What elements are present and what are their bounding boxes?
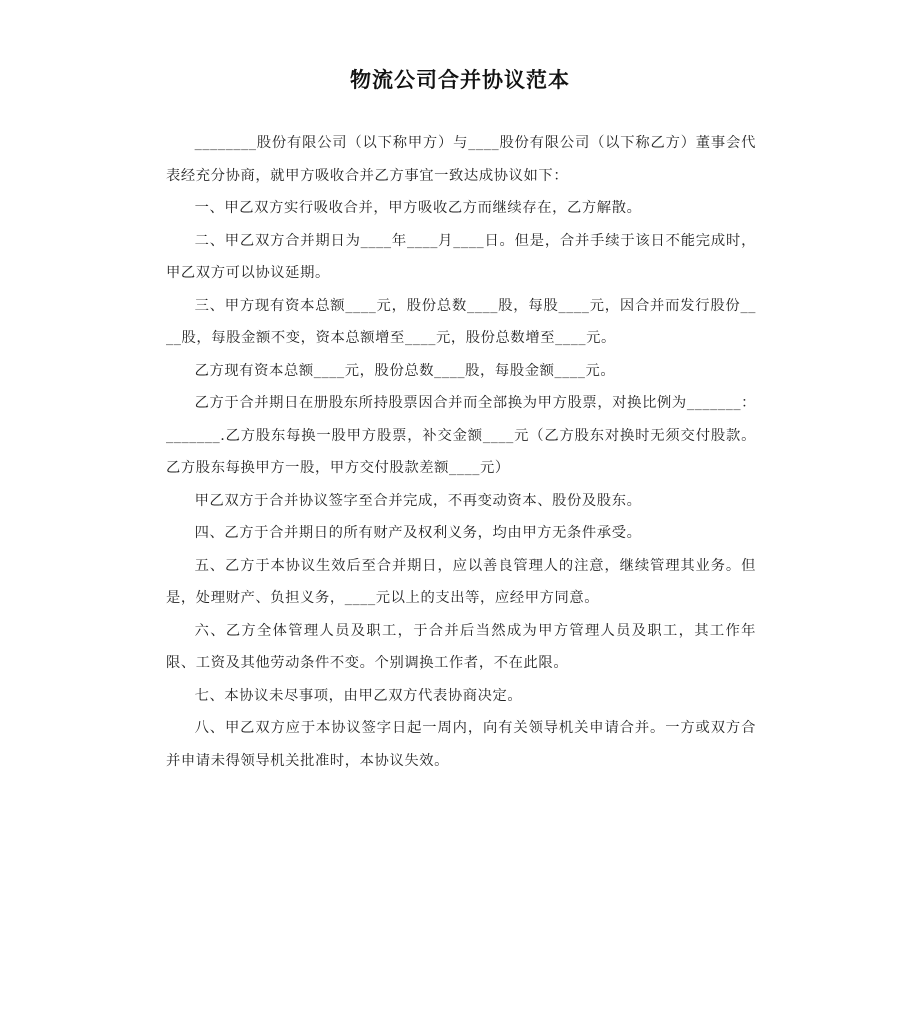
paragraph-clause-3: 三、甲方现有资本总额____元，股份总数____股，每股____元，因合并而发行股份____股，每股金额不变，资本总额增至____元，股份总数增至____元。 (166, 297, 756, 346)
document-body (166, 127, 756, 777)
paragraph-preamble: ________股份有限公司（以下称甲方）与____股份有限公司（以下称乙方）董事会代表经充分协商，就甲方吸收合并乙方事宜一致达成协议如下： (166, 135, 756, 184)
paragraph-clause-3-party-b-capital: 乙方现有资本总额____元，股份总数____股，每股金额____元。 (194, 362, 616, 379)
document-title: 物流公司合并协议范本 (350, 68, 570, 92)
paragraph-clause-1: 一、甲乙双方实行吸收合并，甲方吸收乙方而继续存在，乙方解散。 (194, 200, 642, 216)
paragraph-clause-3-no-change: 甲乙双方于合并协议签字至合并完成，不再变动资本、股份及股东。 (194, 492, 642, 509)
paragraph-clause-4: 四、乙方于合并期日的所有财产及权利义务，均由甲方无条件承受。 (194, 525, 642, 541)
paragraph-clause-2: 二、甲乙双方合并期日为____年____月____日。但是，合并手续于该日不能完成时，甲乙双方可以协议延期。 (166, 232, 756, 281)
paragraph-clause-7: 七、本协议未尽事项，由甲乙双方代表协商决定。 (194, 687, 523, 704)
paragraph-clause-8: 八、甲乙双方应于本协议签字日起一周内，向有关领导机关申请合并。一方或双方合并申请未得领导机关批准时，本协议失效。 (166, 720, 756, 769)
paragraph-clause-3-share-exchange: 乙方于合并期日在册股东所持股票因合并而全部换为甲方股票，对换比例为_______：_______.乙方股东每换一股甲方股票，补交金额____元（乙方股东对换时无须交付股款。乙方股东每换甲方一股，甲方交付股款差额____元） (166, 395, 756, 476)
paragraph-clause-5: 五、乙方于本协议生效后至合并期日，应以善良管理人的注意，继续管理其业务。但是，处理财产、负担义务，____元以上的支出等，应经甲方同意。 (166, 557, 756, 606)
paragraph-clause-6: 六、乙方全体管理人员及职工，于合并后当然成为甲方管理人员及职工，其工作年限、工资及其他劳动条件不变。个别调换工作者，不在此限。 (166, 622, 756, 671)
